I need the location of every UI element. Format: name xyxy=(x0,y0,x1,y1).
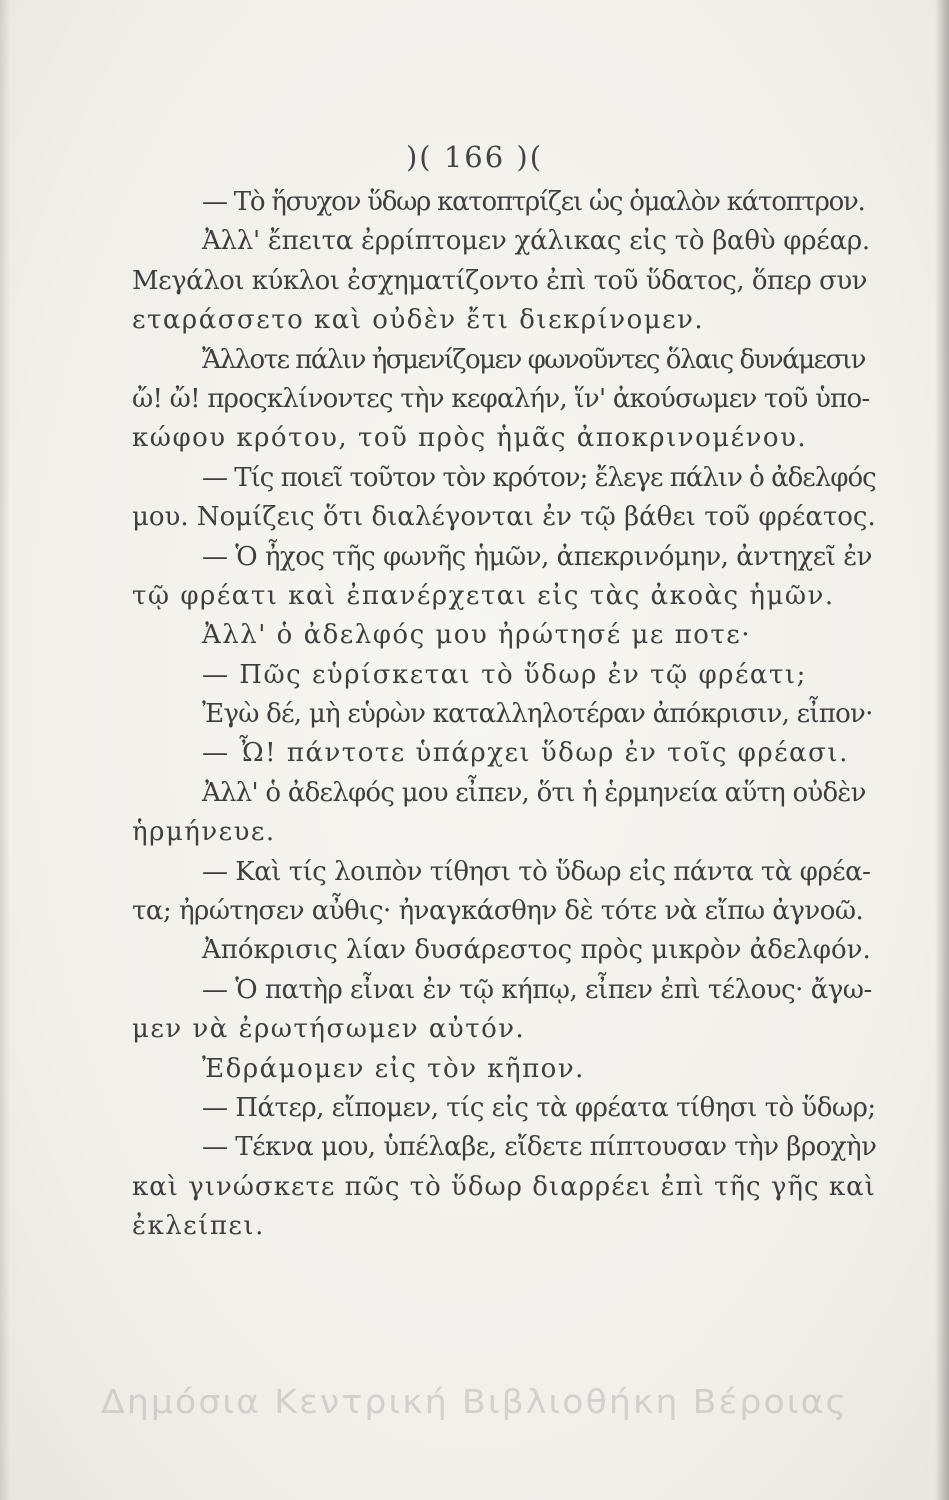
text-line: Ἐδράμομεν εἰς τὸν κῆπον. xyxy=(202,1053,585,1084)
page-right-shadow xyxy=(935,0,949,1500)
text-line: Ἄλλοτε πάλιν ἠσμενίζομεν φωνοῦντες ὅλαις δυνάμεσιν xyxy=(202,344,865,375)
text-line: Ἐγὼ δέ, μὴ εὑρὼν καταλληλοτέραν ἀπόκρισιν, εἶπον· xyxy=(202,699,873,730)
text-line: Ἀλλ' ἔπειτα ἐρρίπτομεν χάλικας εἰς τὸ βαθὺ φρέαρ. xyxy=(202,226,870,257)
text-line: καὶ γινώσκετε πῶς τὸ ὕδωρ διαρρέει ἐπὶ τῆς γῆς καὶ xyxy=(132,1171,876,1202)
text-line: τῷ φρέατι καὶ ἐπανέρχεται εἰς τὰς ἀκοὰς ἡμῶν. xyxy=(132,580,835,611)
text-line: — Πῶς εὑρίσκεται τὸ ὕδωρ ἐν τῷ φρέατι; xyxy=(202,659,807,690)
text-line: — Ὦ! πάντοτε ὑπάρχει ὕδωρ ἐν τοῖς φρέασι. xyxy=(202,738,849,769)
library-watermark: Δημόσια Κεντρική Βιβλιοθήκη Βέροιας xyxy=(101,1382,848,1421)
text-line: ὤ! ὤ! προςκλίνοντες τὴν κεφαλήν, ἵν' ἀκούσωμεν τοῦ ὑπο- xyxy=(132,383,870,414)
text-line: Ἀλλ' ὁ ἀδελφός μου εἶπεν, ὅτι ἡ ἑρμηνεία αὕτη οὐδὲν xyxy=(202,777,866,808)
text-line: Ἀλλ' ὁ ἀδελφός μου ἠρώτησέ με ποτε· xyxy=(202,620,752,651)
text-line: Ἀπόκρισις λίαν δυσάρεστος πρὸς μικρὸν ἀδελφόν. xyxy=(202,935,871,966)
text-line: — Καὶ τίς λοιπὸν τίθησι τὸ ὕδωρ εἰς πάντα τὰ φρέα- xyxy=(202,856,871,887)
text-line: — Τὸ ἥσυχον ὕδωρ κατοπτρίζει ὡς ὁμαλὸν κάτοπτρον. xyxy=(202,187,865,217)
text-line: τα; ἠρώτησεν αὖθις· ἠναγκάσθην δὲ τότε νὰ εἴπω ἀγνοῶ. xyxy=(132,896,864,927)
text-line: ἐκλείπει. xyxy=(132,1211,265,1242)
text-line: — Πάτερ, εἴπομεν, τίς εἰς τὰ φρέατα τίθησι τὸ ὕδωρ; xyxy=(202,1092,876,1123)
text-line: εταράσσετο καὶ οὐδὲν ἔτι διεκρίνομεν. xyxy=(132,305,705,336)
text-line: μου. Νομίζεις ὅτι διαλέγονται ἐν τῷ βάθει τοῦ φρέατος. xyxy=(132,502,876,533)
body-text xyxy=(132,183,876,1247)
text-line: ἡρμήνευε. xyxy=(132,817,276,848)
page-left-shadow xyxy=(0,0,10,1500)
text-line: — Τέκνα μου, ὑπέλαβε, εἴδετε πίπτουσαν τὴν βροχὴν xyxy=(202,1132,877,1163)
text-line: μεν νὰ ἐρωτήσωμεν αὐτόν. xyxy=(132,1014,526,1045)
text-line: — Ὁ ἦχος τῆς φωνῆς ἡμῶν, ἀπεκρινόμην, ἀντηχεῖ ἐν xyxy=(202,541,872,572)
text-line: κώφου κρότου, τοῦ πρὸς ἡμᾶς ἀποκρινομένου. xyxy=(132,423,808,454)
text-line: — Ὁ πατὴρ εἶναι ἐν τῷ κήπῳ, εἶπεν ἐπὶ τέλους· ἄγω- xyxy=(202,974,872,1005)
page-number: )( 166 )( xyxy=(405,140,544,174)
text-line: — Τίς ποιεῖ τοῦτον τὸν κρότον; ἔλεγε πάλιν ὁ ἀδελφός xyxy=(202,462,876,493)
text-line: Μεγάλοι κύκλοι ἐσχηματίζοντο ἐπὶ τοῦ ὕδατος, ὅπερ συν xyxy=(132,265,867,296)
